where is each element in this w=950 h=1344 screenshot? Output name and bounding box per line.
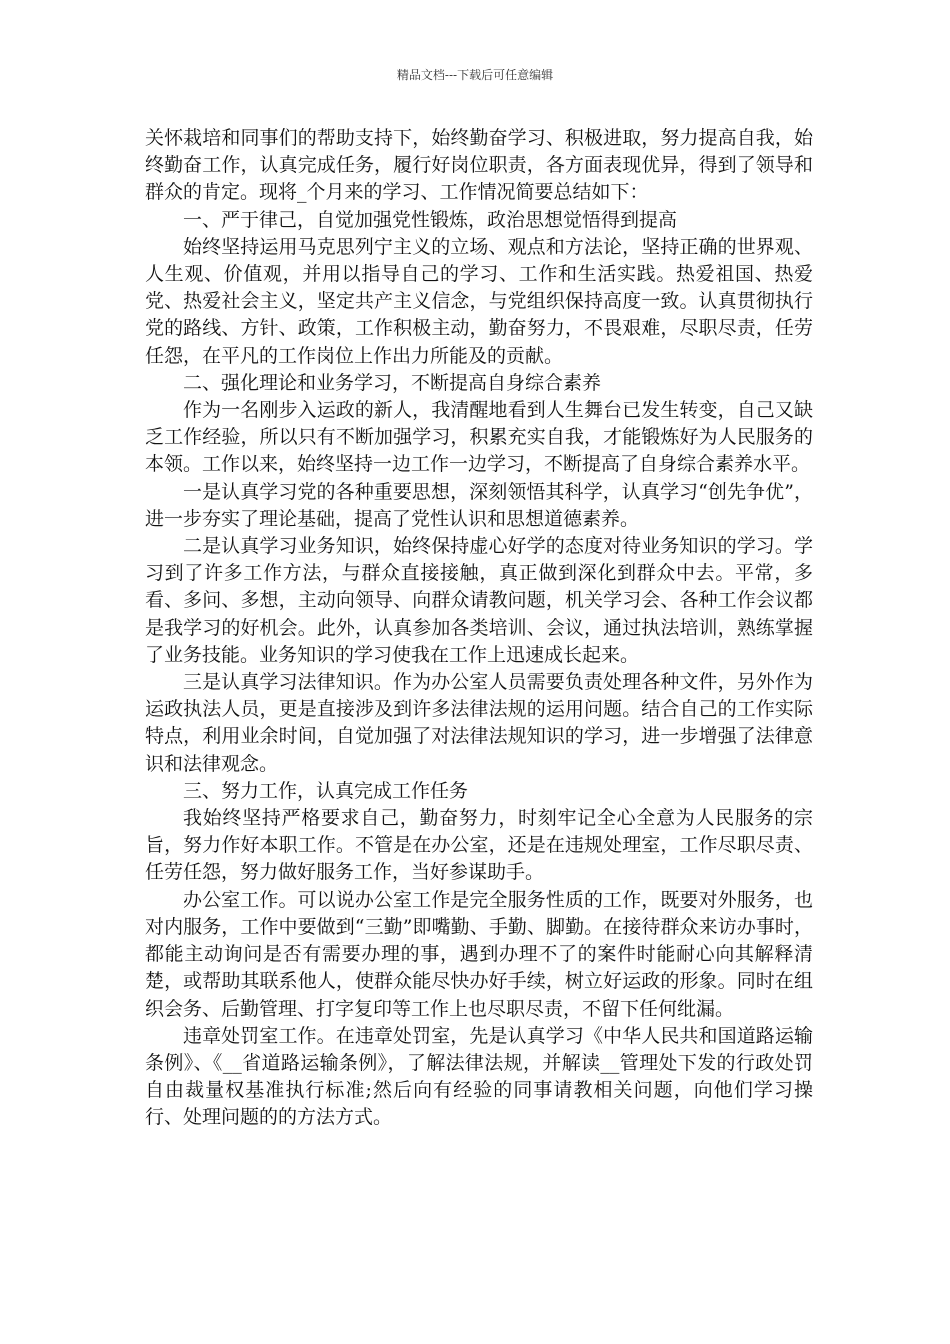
section-heading: 三、努力工作，认真完成工作任务	[183, 779, 469, 802]
paragraph: 二是认真学习业务知识，始终保持虚心好学的态度对待业务知识的学习。学习到了许多工作方法，与群众直接接触，真正做到深化到群众中去。平常，多看、多问、多想，主动向领导、向群众请教问题，机关学习会、各种工作会议都是我学习的好机会。此外，认真参加各类培训、会议，通过执法培训，熟练掌握了业务技能。业务知识的学习使我在工作上迅速成长起来。	[145, 535, 813, 666]
paragraph: 始终坚持运用马克思列宁主义的立场、观点和方法论，坚持正确的世界观、人生观、价值观，并用以指导自己的学习、工作和生活实践。热爱祖国、热爱党、热爱社会主义，坚定共产主义信念，与党组织保持高度一致。认真贯彻执行党的路线、方针、政策，工作积极主动，勤奋努力，不畏艰难，尽职尽责，任劳任怨，在平凡的工作岗位上作出力所能及的贡献。	[145, 235, 813, 367]
paragraph: 违章处罚室工作。在违章处罚室，先是认真学习《中华人民共和国道路运输条例》、《__省道路运输条例》，了解法律法规，并解读__管理处下发的行政处罚自由裁量权基准执行标准;然后向有经验的同事请教相关问题，向他们学习操行、处理问题的的方法方式。	[145, 1024, 813, 1129]
section-heading: 二、强化理论和业务学习，不断提高自身综合素养	[183, 371, 602, 394]
paragraph: 一是认真学习党的各种重要思想，深刻领悟其科学，认真学习“创先争优”，进一步夯实了理论基础，提高了党性认识和思想道德素养。	[145, 480, 813, 530]
paragraph: 三是认真学习法律知识。作为办公室人员需要负责处理各种文件，另外作为运政执法人员，更是直接涉及到许多法律法规的运用问题。结合自己的工作实际特点，利用业余时间，自觉加强了对法律法规知识的学习，进一步增强了法律意识和法律观念。	[145, 671, 813, 775]
document-body	[145, 125, 813, 1132]
section-heading: 一、严于律己，自觉加强党性锻炼，政治思想觉悟得到提高	[183, 208, 678, 231]
page-header: 精品文档---下载后可任意编辑	[396, 68, 554, 82]
paragraph: 作为一名刚步入运政的新人，我清醒地看到人生舞台已发生转变，自己又缺乏工作经验，所以只有不断加强学习，积累充实自我，才能锻炼好为人民服务的本领。工作以来，始终坚持一边工作一边学习，不断提高了自身综合素养水平。	[145, 399, 813, 476]
paragraph: 办公室工作。可以说办公室工作是完全服务性质的工作，既要对外服务，也对内服务，工作中要做到“三勤”即嘴勤、手勤、脚勤。在接待群众来访办事时，都能主动询问是否有需要办理的事，遇到办理不了的案件时能耐心向其解释清楚，或帮助其联系他人，使群众能尽快办好手续，树立好运政的形象。同时在组织会务、后勤管理、打字复印等工作上也尽职尽责，不留下任何纰漏。	[145, 888, 813, 1020]
paragraph: 关怀栽培和同事们的帮助支持下，始终勤奋学习、积极进取，努力提高自我，始终勤奋工作，认真完成任务，履行好岗位职责，各方面表现优异，得到了领导和群众的肯定。现将_个月来的学习、工作情况简要总结如下：	[145, 127, 813, 204]
paragraph: 我始终坚持严格要求自己，勤奋努力，时刻牢记全心全意为人民服务的宗旨，努力作好本职工作。不管是在办公室，还是在违规处理室，工作尽职尽责、任劳任怨，努力做好服务工作，当好参谋助手。	[145, 807, 813, 884]
